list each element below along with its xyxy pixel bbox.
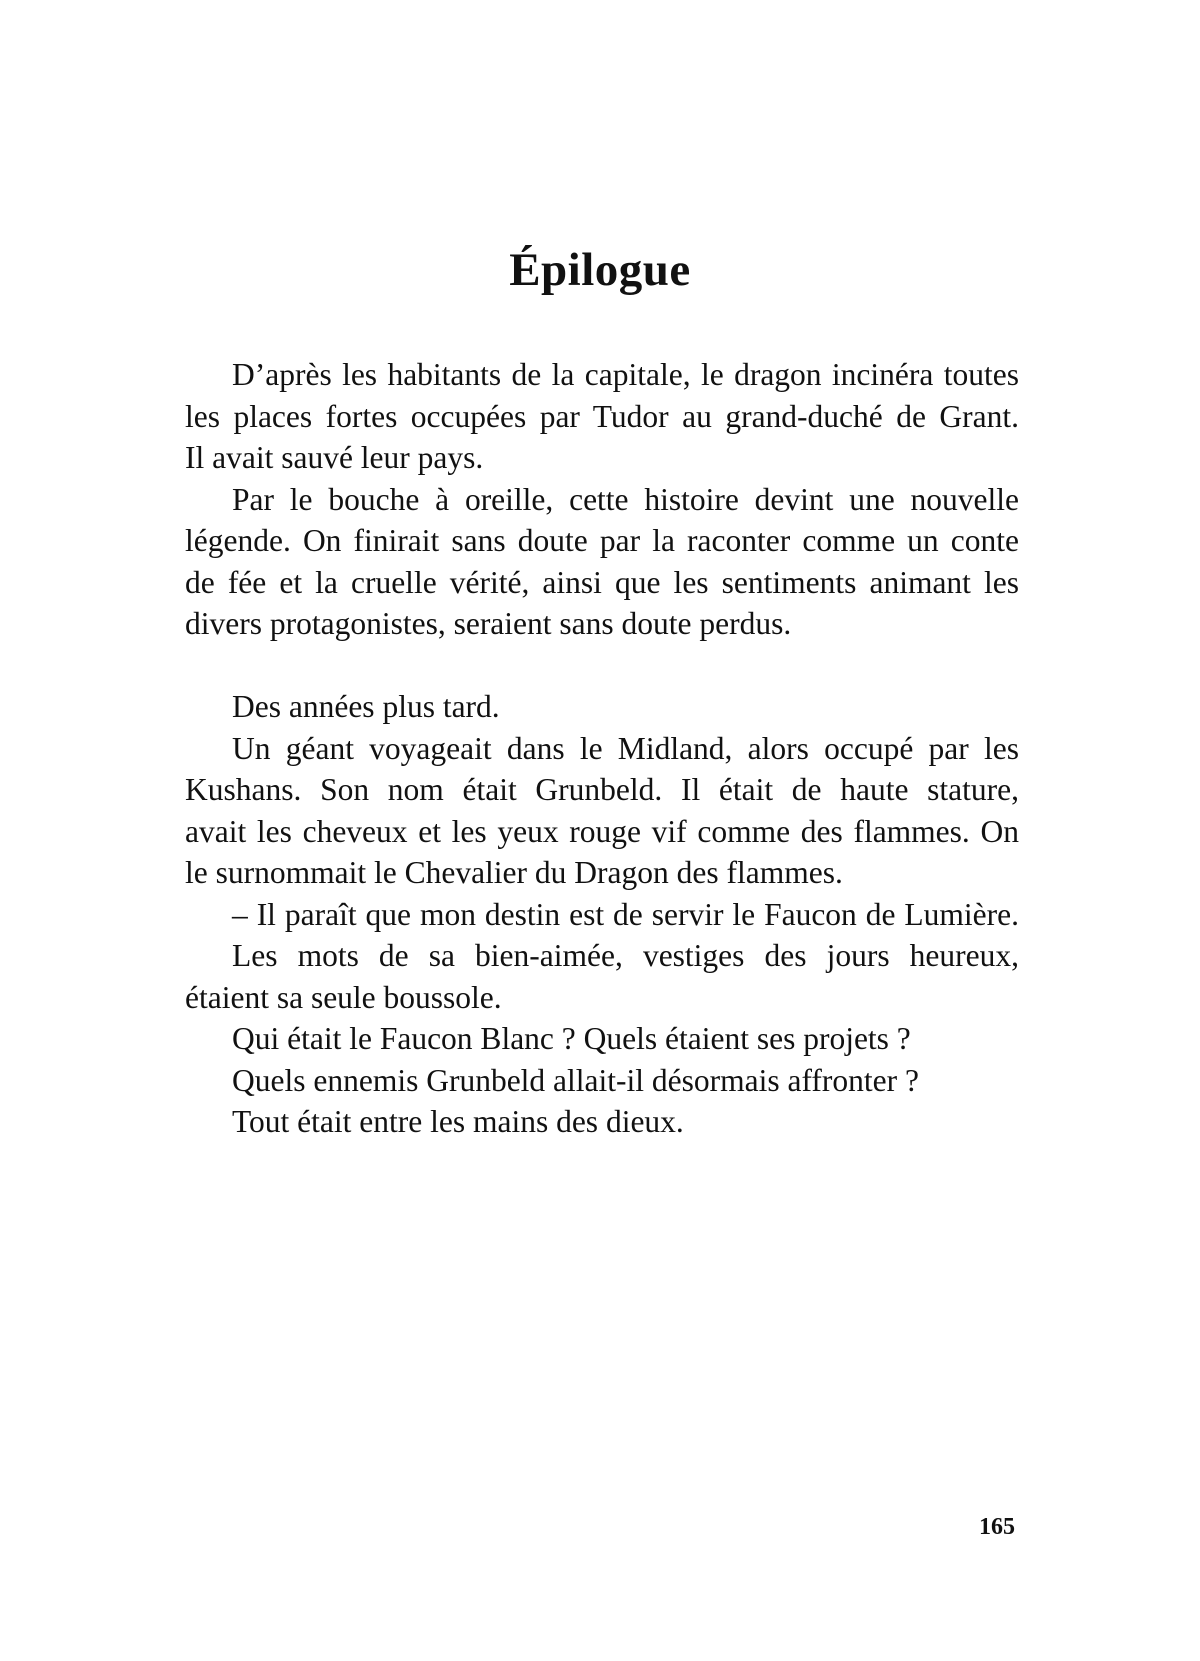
chapter-title: Épilogue [509,244,691,296]
chapter-body [185,354,1019,1143]
paragraph [185,728,1019,894]
text-line: Il avait sauvé leur pays. [185,440,484,475]
text-line: Tout était entre les mains des dieux. [232,1104,684,1139]
text-line: légende. On finirait sans doute par la raconter comme un conte [185,523,1019,558]
page-number: 165 [979,1514,1015,1540]
text-line: Par le bouche à oreille, cette histoire devint une nouvelle [232,481,1019,517]
text-line: Qui était le Faucon Blanc ? Quels étaient ses projets ? [232,1021,911,1056]
section-break [185,645,1019,687]
text-line: Kushans. Son nom était Grunbeld. Il était de haute stature, [185,772,1019,807]
text-line: avait les cheveux et les yeux rouge vif comme des flammes. On [185,813,1019,849]
text-line: Des années plus tard. [232,689,500,724]
text-line: de fée et la cruelle vérité, ainsi que les sentiments animant les [185,564,1019,600]
text-line: D’après les habitants de la capitale, le dragon incinéra toutes [232,357,1019,392]
text-line: le surnommait le Chevalier du Dragon des flammes. [185,855,843,890]
text-line: Les mots de sa bien-aimée, vestiges des jours heureux, [232,938,1019,973]
paragraph [185,1060,1019,1102]
paragraph [185,1018,1019,1060]
text-line: Quels ennemis Grunbeld allait-il désormais affronter ? [232,1062,919,1098]
text-line: les places fortes occupées par Tudor au grand-duché de Grant. [185,398,1019,434]
text-line: divers protagonistes, seraient sans doute perdus. [185,606,792,641]
text-line: étaient sa seule boussole. [185,979,502,1015]
text-line: – Il paraît que mon destin est de servir le Faucon de Lumière. [232,896,1019,932]
paragraph [185,479,1019,645]
paragraph [185,894,1019,936]
paragraph [185,935,1019,1018]
paragraph [185,1101,1019,1143]
text-line: Un géant voyageait dans le Midland, alors occupé par les [232,730,1019,766]
paragraph [185,686,1019,728]
paragraph [185,354,1019,479]
